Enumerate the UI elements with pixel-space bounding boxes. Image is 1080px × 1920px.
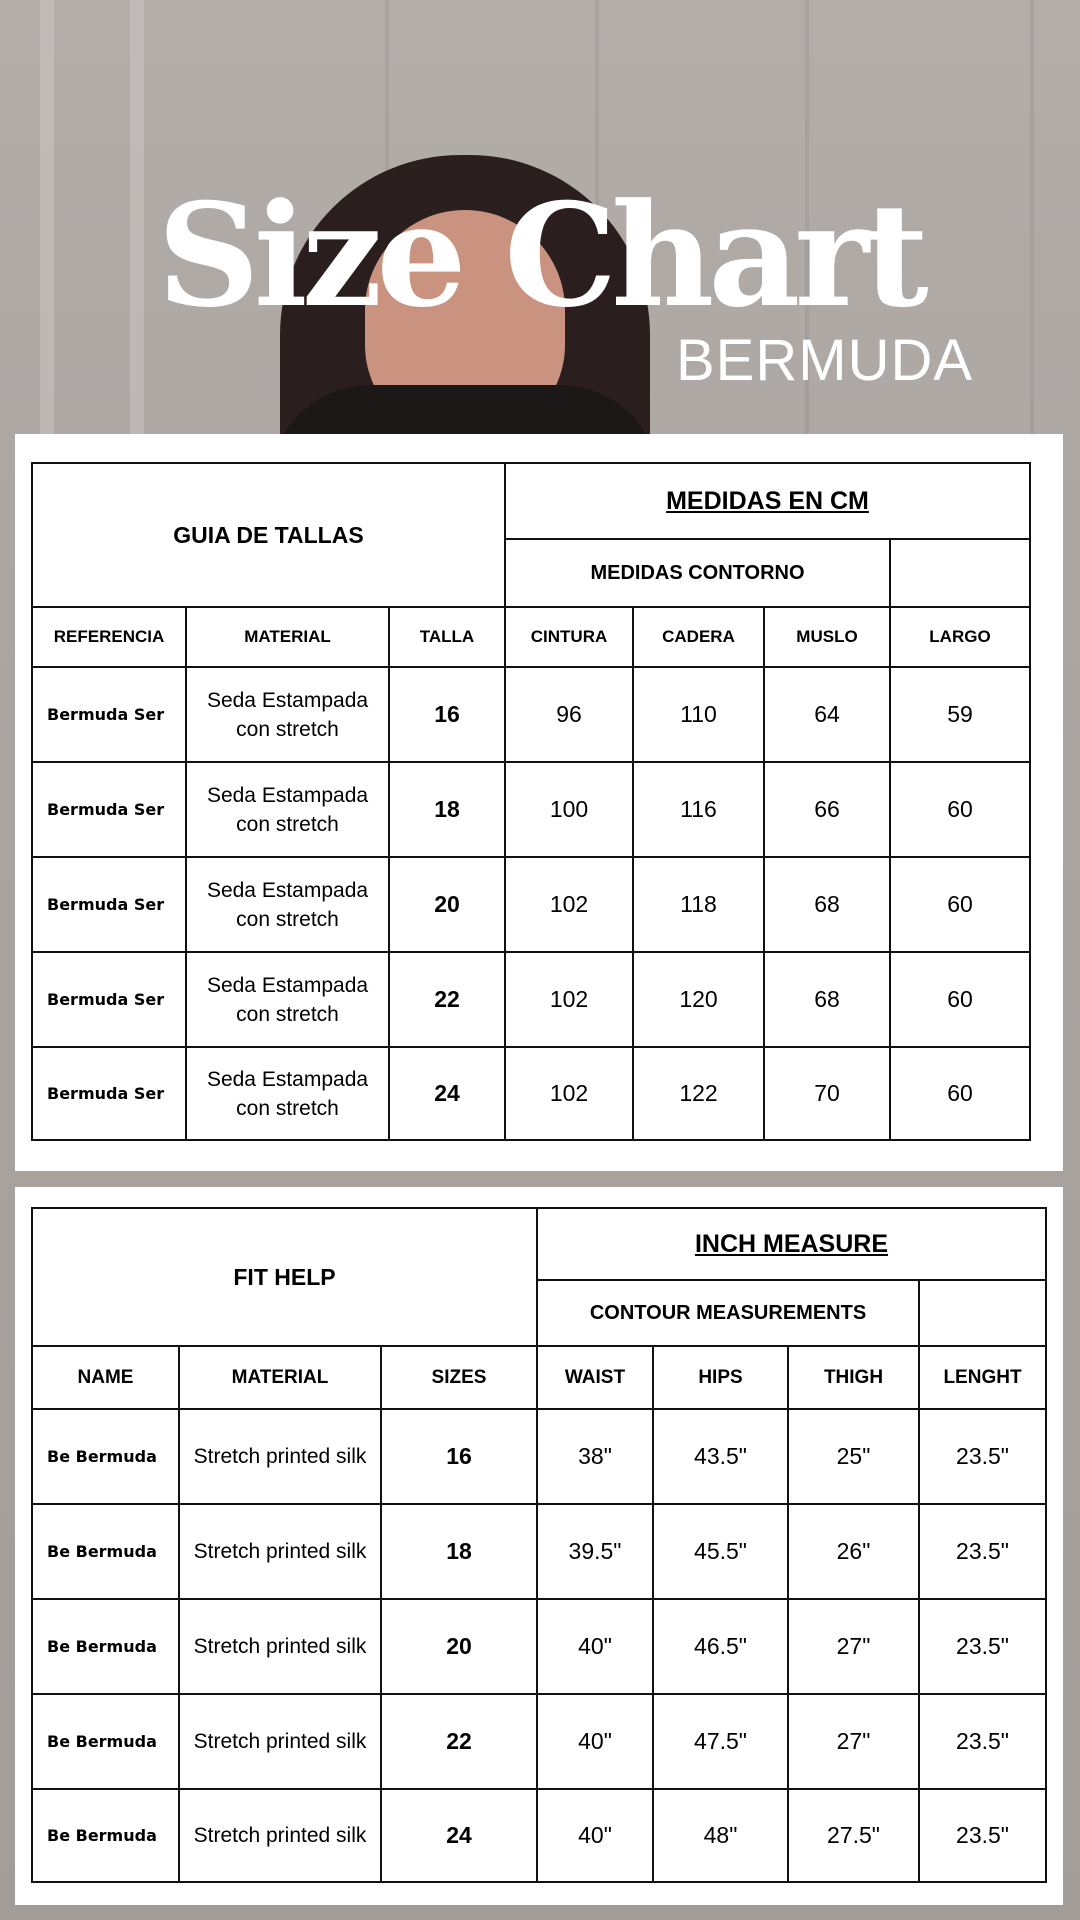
table-subgroup-title: MEDIDAS CONTORNO	[504, 538, 891, 608]
table-cell: 27"	[787, 1598, 920, 1695]
product-name-cell: Be Bermuda	[31, 1408, 180, 1505]
column-header: SIZES	[380, 1345, 538, 1410]
product-name-cell: Be Bermuda	[31, 1503, 180, 1600]
table-unit-title: MEDIDAS EN CM	[504, 462, 1031, 540]
table-cell: 23.5"	[918, 1598, 1047, 1695]
table-cell: 60	[889, 1046, 1031, 1141]
product-name-cell: Bermuda Ser	[31, 1046, 187, 1141]
material-cell: Stretch printed silk	[178, 1503, 382, 1600]
material-cell: Seda Estampada con stretch	[185, 666, 390, 763]
column-header: MUSLO	[763, 606, 891, 668]
table-cell: 102	[504, 856, 634, 953]
table-cell: 59	[889, 666, 1031, 763]
column-header: MATERIAL	[185, 606, 390, 668]
table-cell: 66	[763, 761, 891, 858]
material-cell: Stretch printed silk	[178, 1693, 382, 1790]
product-name-cell: Bermuda Ser	[31, 761, 187, 858]
page-subtitle: BERMUDA	[676, 328, 974, 393]
material-cell: Stretch printed silk	[178, 1788, 382, 1883]
column-header: REFERENCIA	[31, 606, 187, 668]
table-cell: 68	[763, 951, 891, 1048]
table-group-title: FIT HELP	[31, 1207, 538, 1347]
material-cell: Seda Estampada con stretch	[185, 951, 390, 1048]
table-cell: 110	[632, 666, 765, 763]
table-empty-header	[889, 538, 1031, 608]
size-cell: 18	[380, 1503, 538, 1600]
table-cell: 48"	[652, 1788, 789, 1883]
table-subgroup-title: CONTOUR MEASUREMENTS	[536, 1279, 920, 1347]
material-cell: Seda Estampada con stretch	[185, 761, 390, 858]
table-cell: 60	[889, 761, 1031, 858]
page-title: Size Chart	[157, 173, 923, 339]
table-cell: 40"	[536, 1788, 654, 1883]
table-cell: 27"	[787, 1693, 920, 1790]
product-name-cell: Bermuda Ser	[31, 951, 187, 1048]
size-cell: 20	[380, 1598, 538, 1695]
table-cell: 100	[504, 761, 634, 858]
column-header: HIPS	[652, 1345, 789, 1410]
column-header: WAIST	[536, 1345, 654, 1410]
table-cell: 96	[504, 666, 634, 763]
table-cell: 45.5"	[652, 1503, 789, 1600]
table-cell: 23.5"	[918, 1693, 1047, 1790]
table-cell: 40"	[536, 1598, 654, 1695]
material-cell: Seda Estampada con stretch	[185, 856, 390, 953]
column-header: THIGH	[787, 1345, 920, 1410]
size-cell: 22	[380, 1693, 538, 1790]
size-cell: 16	[380, 1408, 538, 1505]
table-cell: 25"	[787, 1408, 920, 1505]
table-cell: 26"	[787, 1503, 920, 1600]
size-table-inch-card	[15, 1187, 1063, 1905]
column-header: LARGO	[889, 606, 1031, 668]
column-header: CADERA	[632, 606, 765, 668]
column-header: CINTURA	[504, 606, 634, 668]
table-cell: 118	[632, 856, 765, 953]
size-cell: 16	[388, 666, 506, 763]
table-cell: 39.5"	[536, 1503, 654, 1600]
table-cell: 122	[632, 1046, 765, 1141]
table-empty-header	[918, 1279, 1047, 1347]
product-name-cell: Be Bermuda	[31, 1693, 180, 1790]
size-cell: 24	[388, 1046, 506, 1141]
table-group-title: GUIA DE TALLAS	[31, 462, 506, 608]
table-cell: 38"	[536, 1408, 654, 1505]
table-cell: 47.5"	[652, 1693, 789, 1790]
size-cell: 18	[388, 761, 506, 858]
table-cell: 102	[504, 951, 634, 1048]
table-cell: 23.5"	[918, 1503, 1047, 1600]
column-header: MATERIAL	[178, 1345, 382, 1410]
table-cell: 60	[889, 951, 1031, 1048]
material-cell: Stretch printed silk	[178, 1408, 382, 1505]
table-cell: 46.5"	[652, 1598, 789, 1695]
table-cell: 60	[889, 856, 1031, 953]
product-name-cell: Bermuda Ser	[31, 666, 187, 763]
material-cell: Stretch printed silk	[178, 1598, 382, 1695]
column-header: NAME	[31, 1345, 180, 1410]
size-table-cm-card	[15, 434, 1063, 1171]
table-cell: 40"	[536, 1693, 654, 1790]
table-cell: 27.5"	[787, 1788, 920, 1883]
product-name-cell: Be Bermuda	[31, 1788, 180, 1883]
table-cell: 102	[504, 1046, 634, 1141]
size-cell: 20	[388, 856, 506, 953]
material-cell: Seda Estampada con stretch	[185, 1046, 390, 1141]
product-name-cell: Bermuda Ser	[31, 856, 187, 953]
table-cell: 43.5"	[652, 1408, 789, 1505]
table-cell: 120	[632, 951, 765, 1048]
table-cell: 23.5"	[918, 1408, 1047, 1505]
table-cell: 23.5"	[918, 1788, 1047, 1883]
size-cell: 24	[380, 1788, 538, 1883]
column-header: TALLA	[388, 606, 506, 668]
table-cell: 116	[632, 761, 765, 858]
size-cell: 22	[388, 951, 506, 1048]
table-cell: 70	[763, 1046, 891, 1141]
table-cell: 64	[763, 666, 891, 763]
table-cell: 68	[763, 856, 891, 953]
product-name-cell: Be Bermuda	[31, 1598, 180, 1695]
table-unit-title: INCH MEASURE	[536, 1207, 1047, 1281]
column-header: LENGHT	[918, 1345, 1047, 1410]
